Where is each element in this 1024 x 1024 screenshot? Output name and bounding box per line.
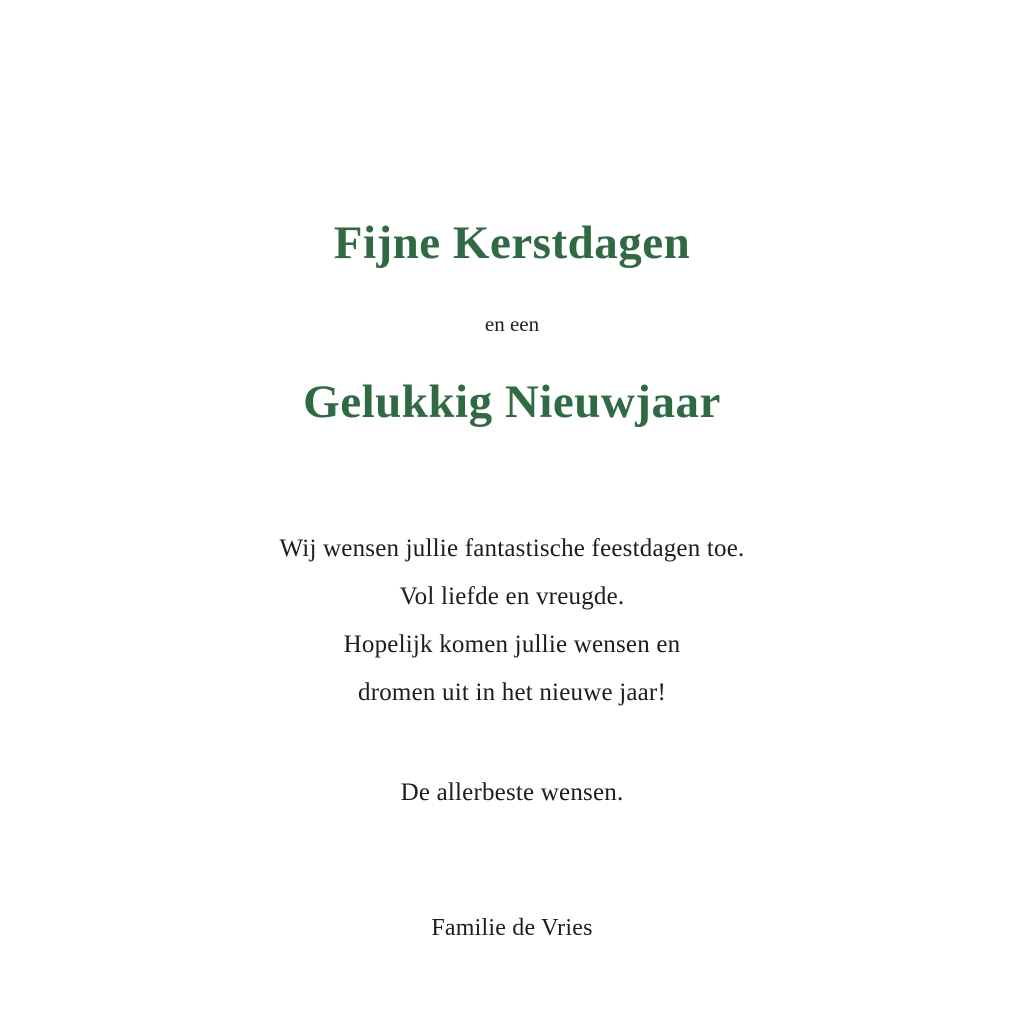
headline-primary: Fijne Kerstdagen bbox=[333, 217, 691, 269]
message-line: dromen uit in het nieuwe jaar! bbox=[358, 678, 666, 706]
greeting-connector: en een bbox=[484, 311, 540, 336]
message-line: Vol liefde en vreugde. bbox=[399, 582, 625, 610]
signature: Familie de Vries bbox=[431, 914, 593, 941]
signature-block bbox=[0, 817, 1024, 942]
closing-block bbox=[0, 717, 1024, 817]
message-line: Wij wensen jullie fantastische feestdagen toe. bbox=[279, 534, 745, 562]
message-line: Hopelijk komen jullie wensen en bbox=[343, 630, 681, 658]
greeting-block bbox=[0, 0, 1024, 429]
headline-secondary: Gelukkig Nieuwjaar bbox=[303, 375, 721, 428]
message-block bbox=[0, 429, 1024, 717]
closing-line: De allerbeste wensen. bbox=[400, 778, 624, 806]
